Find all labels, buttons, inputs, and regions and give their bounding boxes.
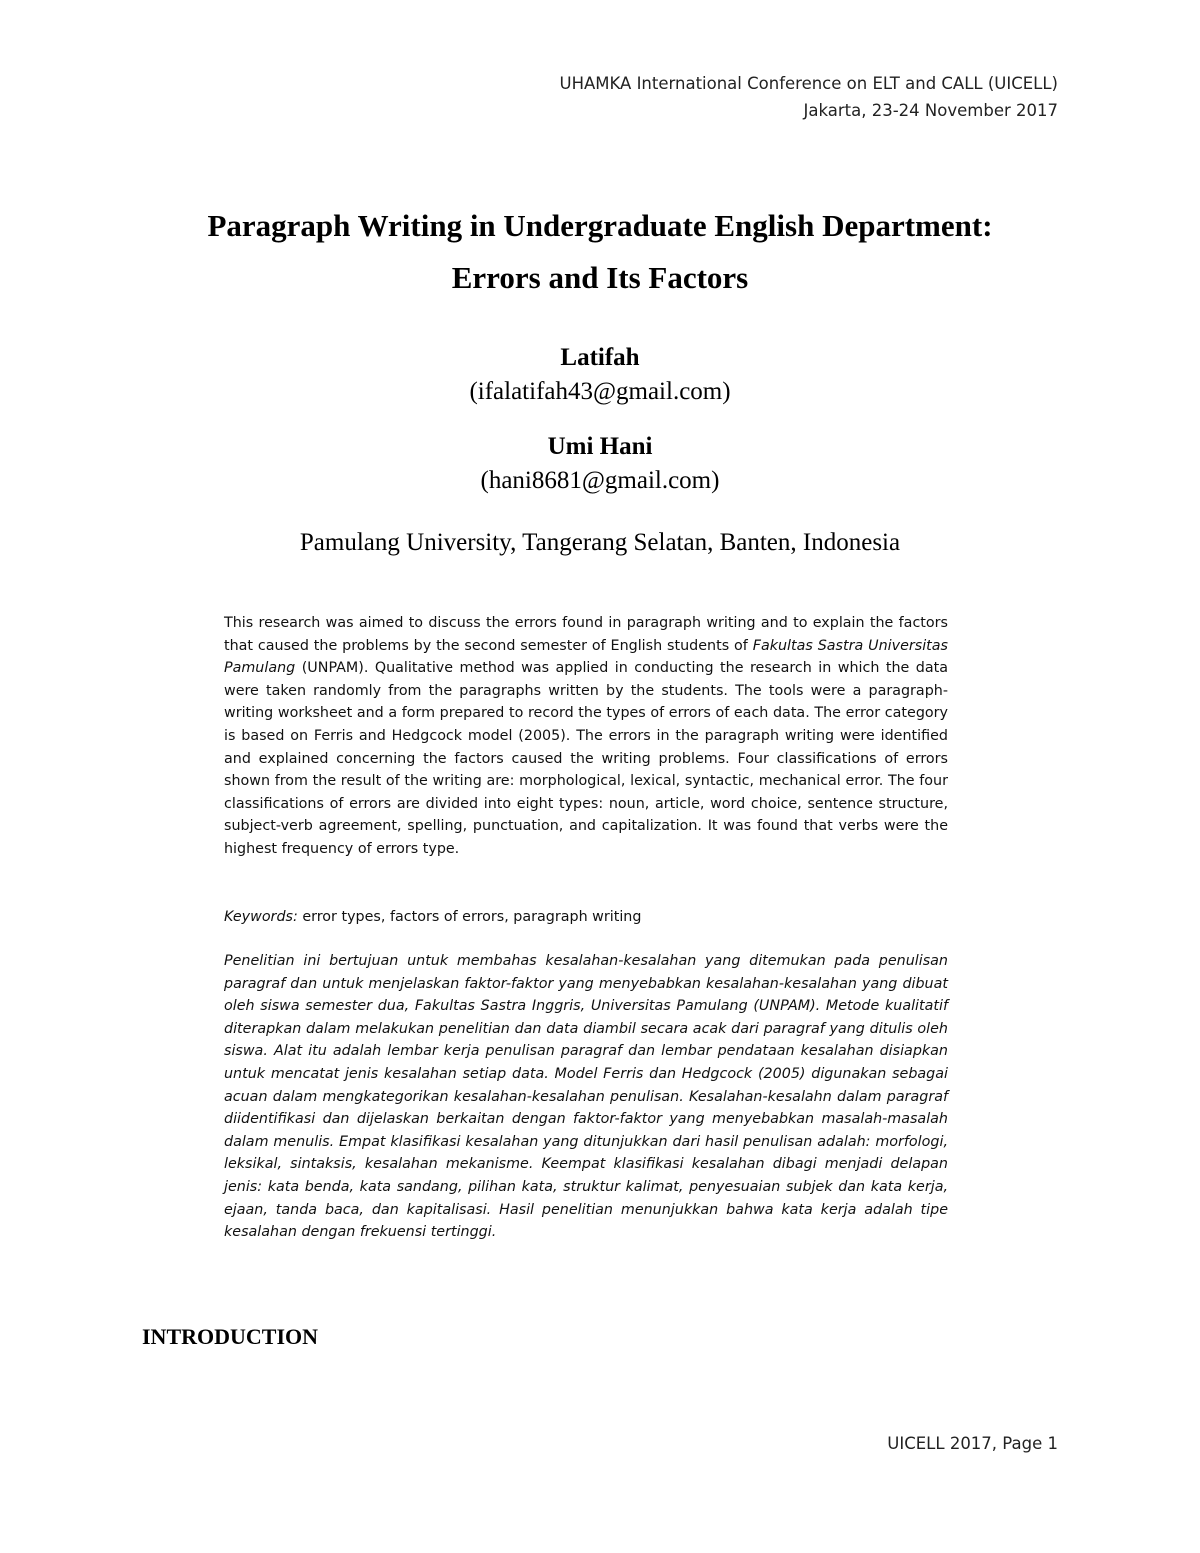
title-line-2: Errors and Its Factors xyxy=(451,260,749,295)
abstract-indonesian: Penelitian ini bertujuan untuk membahas kesalahan-kesalahan yang ditemukan pada penulisan paragraf dan untuk menjelaskan faktor-faktor yang menyebabkan kesalahan-kesalahan yang dibuat oleh siswa semester dua, Fakultas Sastra Inggris, Universitas Pamulang (UNPAM). Metode kualitatif diterapkan dalam melakukan penelitian dan data diambil secara acak dari paragraf yang ditulis oleh siswa. Alat itu adalah lembar kerja penulisan paragraf dan lembar pendataan kesalahan disiapkan untuk mencatat jenis kesalahan setiap data. Model Ferris dan Hedgcock (2005) digunakan sebagai acuan dalam mengkategorikan kesalahan-kesalahan penulisan. Kesalahan-kesalahn dalam paragraf diidentifikasi dan dijelaskan berkaitan dengan faktor-faktor yang menyebabkan masalah-masalah dalam menulis. Empat klasifikasi kesalahan yang ditunjukkan dari hasil penulisan adalah: morfologi, leksikal, sintaksis, kesalahan mekanisme. Keempat klasifikasi kesalahan dibagi menjadi delapan jenis: kata benda, kata sandang, pilihan kata, struktur kalimat, penyesuaian subjek dan kata kerja, ejaan, tanda baca, dan kapitalisasi. Hasil penelitian menunjukkan bahwa kata kerja adalah tipe kesalahan dengan frekuensi tertinggi. xyxy=(224,953,948,1241)
abstract-english xyxy=(224,612,948,861)
title-line-1: Paragraph Writing in Undergraduate English Department: xyxy=(207,208,993,243)
keywords-label: Keywords: xyxy=(224,909,298,925)
abstract-text-part-1: This research was aimed to discuss the errors found in paragraph writing and to explain the factors that caused the problems by the second semester of English students of xyxy=(224,615,948,654)
keywords-text: error types, factors of errors, paragraph writing xyxy=(297,909,642,925)
author-1 xyxy=(0,341,1200,409)
abstract-text-part-2: (UNPAM). Qualitative method was applied in conducting the research in which the data were taken randomly from the paragraphs written by the students. The tools were a paragraph-writing worksheet and a form prepared to record the types of errors of each data. The error category is based on Ferris and Hedgcock model (2005). The errors in the paragraph writing were identified and explained concerning the factors caused the writing problems. Four classifications of errors shown from the result of the writing are: morphological, lexical, syntactic, mechanical error. The four classifications of errors are divided into eight types: noun, article, word choice, sentence structure, subject-verb agreement, spelling, punctuation, and capitalization. It was found that verbs were the highest frequency of errors type. xyxy=(224,660,948,857)
author-name: Umi Hani xyxy=(547,433,653,460)
paper-title xyxy=(0,200,1200,304)
faculty-name: Fakultas Sastra Universitas Pamulang xyxy=(224,637,949,677)
keywords xyxy=(224,906,948,929)
affiliation: Pamulang University, Tangerang Selatan, Banten, Indonesia xyxy=(299,529,901,556)
author-2 xyxy=(0,430,1200,498)
author-email: (ifalatifah43@gmail.com) xyxy=(469,378,731,405)
author-name: Latifah xyxy=(560,344,640,371)
section-heading-introduction: INTRODUCTION xyxy=(142,1324,319,1349)
conference-date: Jakarta, 23-24 November 2017 xyxy=(803,101,1058,120)
conference-name: UHAMKA International Conference on ELT and CALL (UICELL) xyxy=(559,74,1058,93)
author-email: (hani8681@gmail.com) xyxy=(480,467,720,494)
page-footer: UICELL 2017, Page 1 xyxy=(887,1434,1058,1453)
running-header xyxy=(560,70,1059,124)
